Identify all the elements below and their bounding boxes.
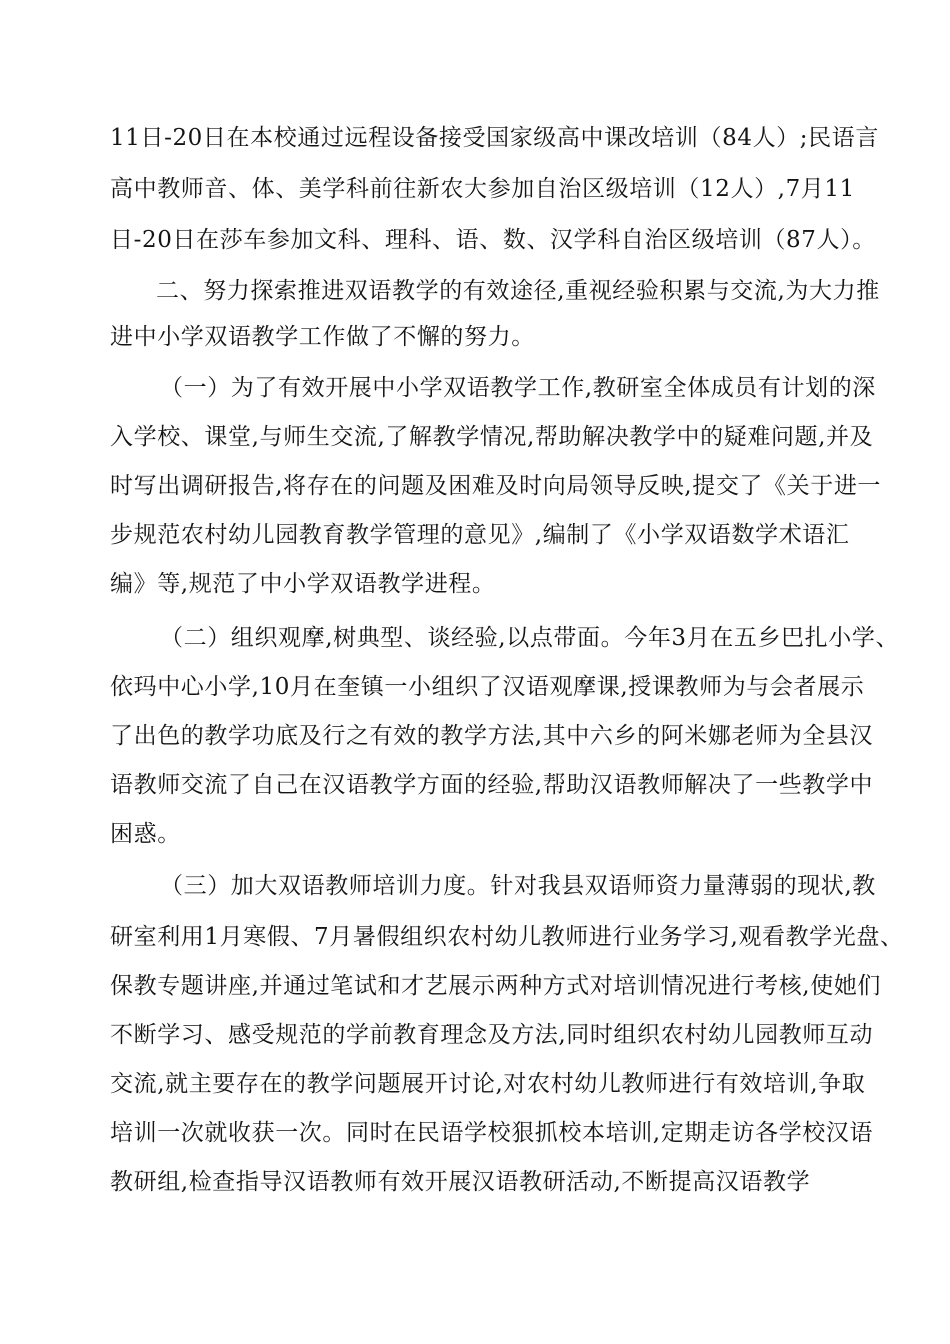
text-line: 教研组,检查指导汉语教师有效开展汉语教研活动,不断提高汉语教学 xyxy=(110,1169,811,1195)
text-line: 语教师交流了自己在汉语教学方面的经验,帮助汉语教师解决了一些教学中 xyxy=(110,772,874,798)
text-line: 研室利用1月寒假、7月暑假组织农村幼儿教师进行业务学习,观看教学光盘、 xyxy=(110,924,904,950)
text-line: （二）组织观摩,树典型、谈经验,以点带面。今年3月在五乡巴扎小学、 xyxy=(160,625,900,651)
text-line: 日-20日在莎车参加文科、理科、语、数、汉学科自治区级培训（87人）。 xyxy=(110,227,876,253)
text-line: 入学校、课堂,与师生交流,了解教学情况,帮助解决教学中的疑难问题,并及 xyxy=(110,424,874,450)
text-line: 了出色的教学功底及行之有效的教学方法,其中六乡的阿米娜老师为全县汉 xyxy=(110,723,874,749)
text-line: （三）加大双语教师培训力度。针对我县双语师资力量薄弱的现状,教 xyxy=(160,873,876,899)
text-line: 困惑。 xyxy=(110,821,181,847)
text-line: 二、努力探索推进双语教学的有效途径,重视经验积累与交流,为大力推 xyxy=(156,278,880,304)
text-line: （一）为了有效开展中小学双语教学工作,教研室全体成员有计划的深 xyxy=(160,375,876,401)
text-line: 编》等,规范了中小学双语教学进程。 xyxy=(110,571,496,597)
text-line: 步规范农村幼儿园教育教学管理的意见》,编制了《小学双语数学术语汇 xyxy=(110,522,850,548)
text-line: 培训一次就收获一次。同时在民语学校狠抓校本培训,定期走访各学校汉语 xyxy=(110,1120,874,1146)
text-line: 高中教师音、体、美学科前往新农大参加自治区级培训（12人）,7月11 xyxy=(110,176,855,202)
text-line: 交流,就主要存在的教学问题展开讨论,对农村幼儿教师进行有效培训,争取 xyxy=(110,1071,866,1097)
text-line: 保教专题讲座,并通过笔试和才艺展示两种方式对培训情况进行考核,使她们 xyxy=(110,973,882,999)
text-line: 时写出调研报告,将存在的问题及困难及时向局领导反映,提交了《关于进一 xyxy=(110,473,882,499)
text-line: 不断学习、感受规范的学前教育理念及方法,同时组织农村幼儿园教师互动 xyxy=(110,1022,874,1048)
text-line: 依玛中心小学,10月在奎镇一小组织了汉语观摩课,授课教师为与会者展示 xyxy=(110,674,865,700)
text-line: 进中小学双语教学工作做了不懈的努力。 xyxy=(110,324,535,350)
text-line: 11日-20日在本校通过远程设备接受国家级高中课改培训（84人）;民语言 xyxy=(110,125,879,151)
